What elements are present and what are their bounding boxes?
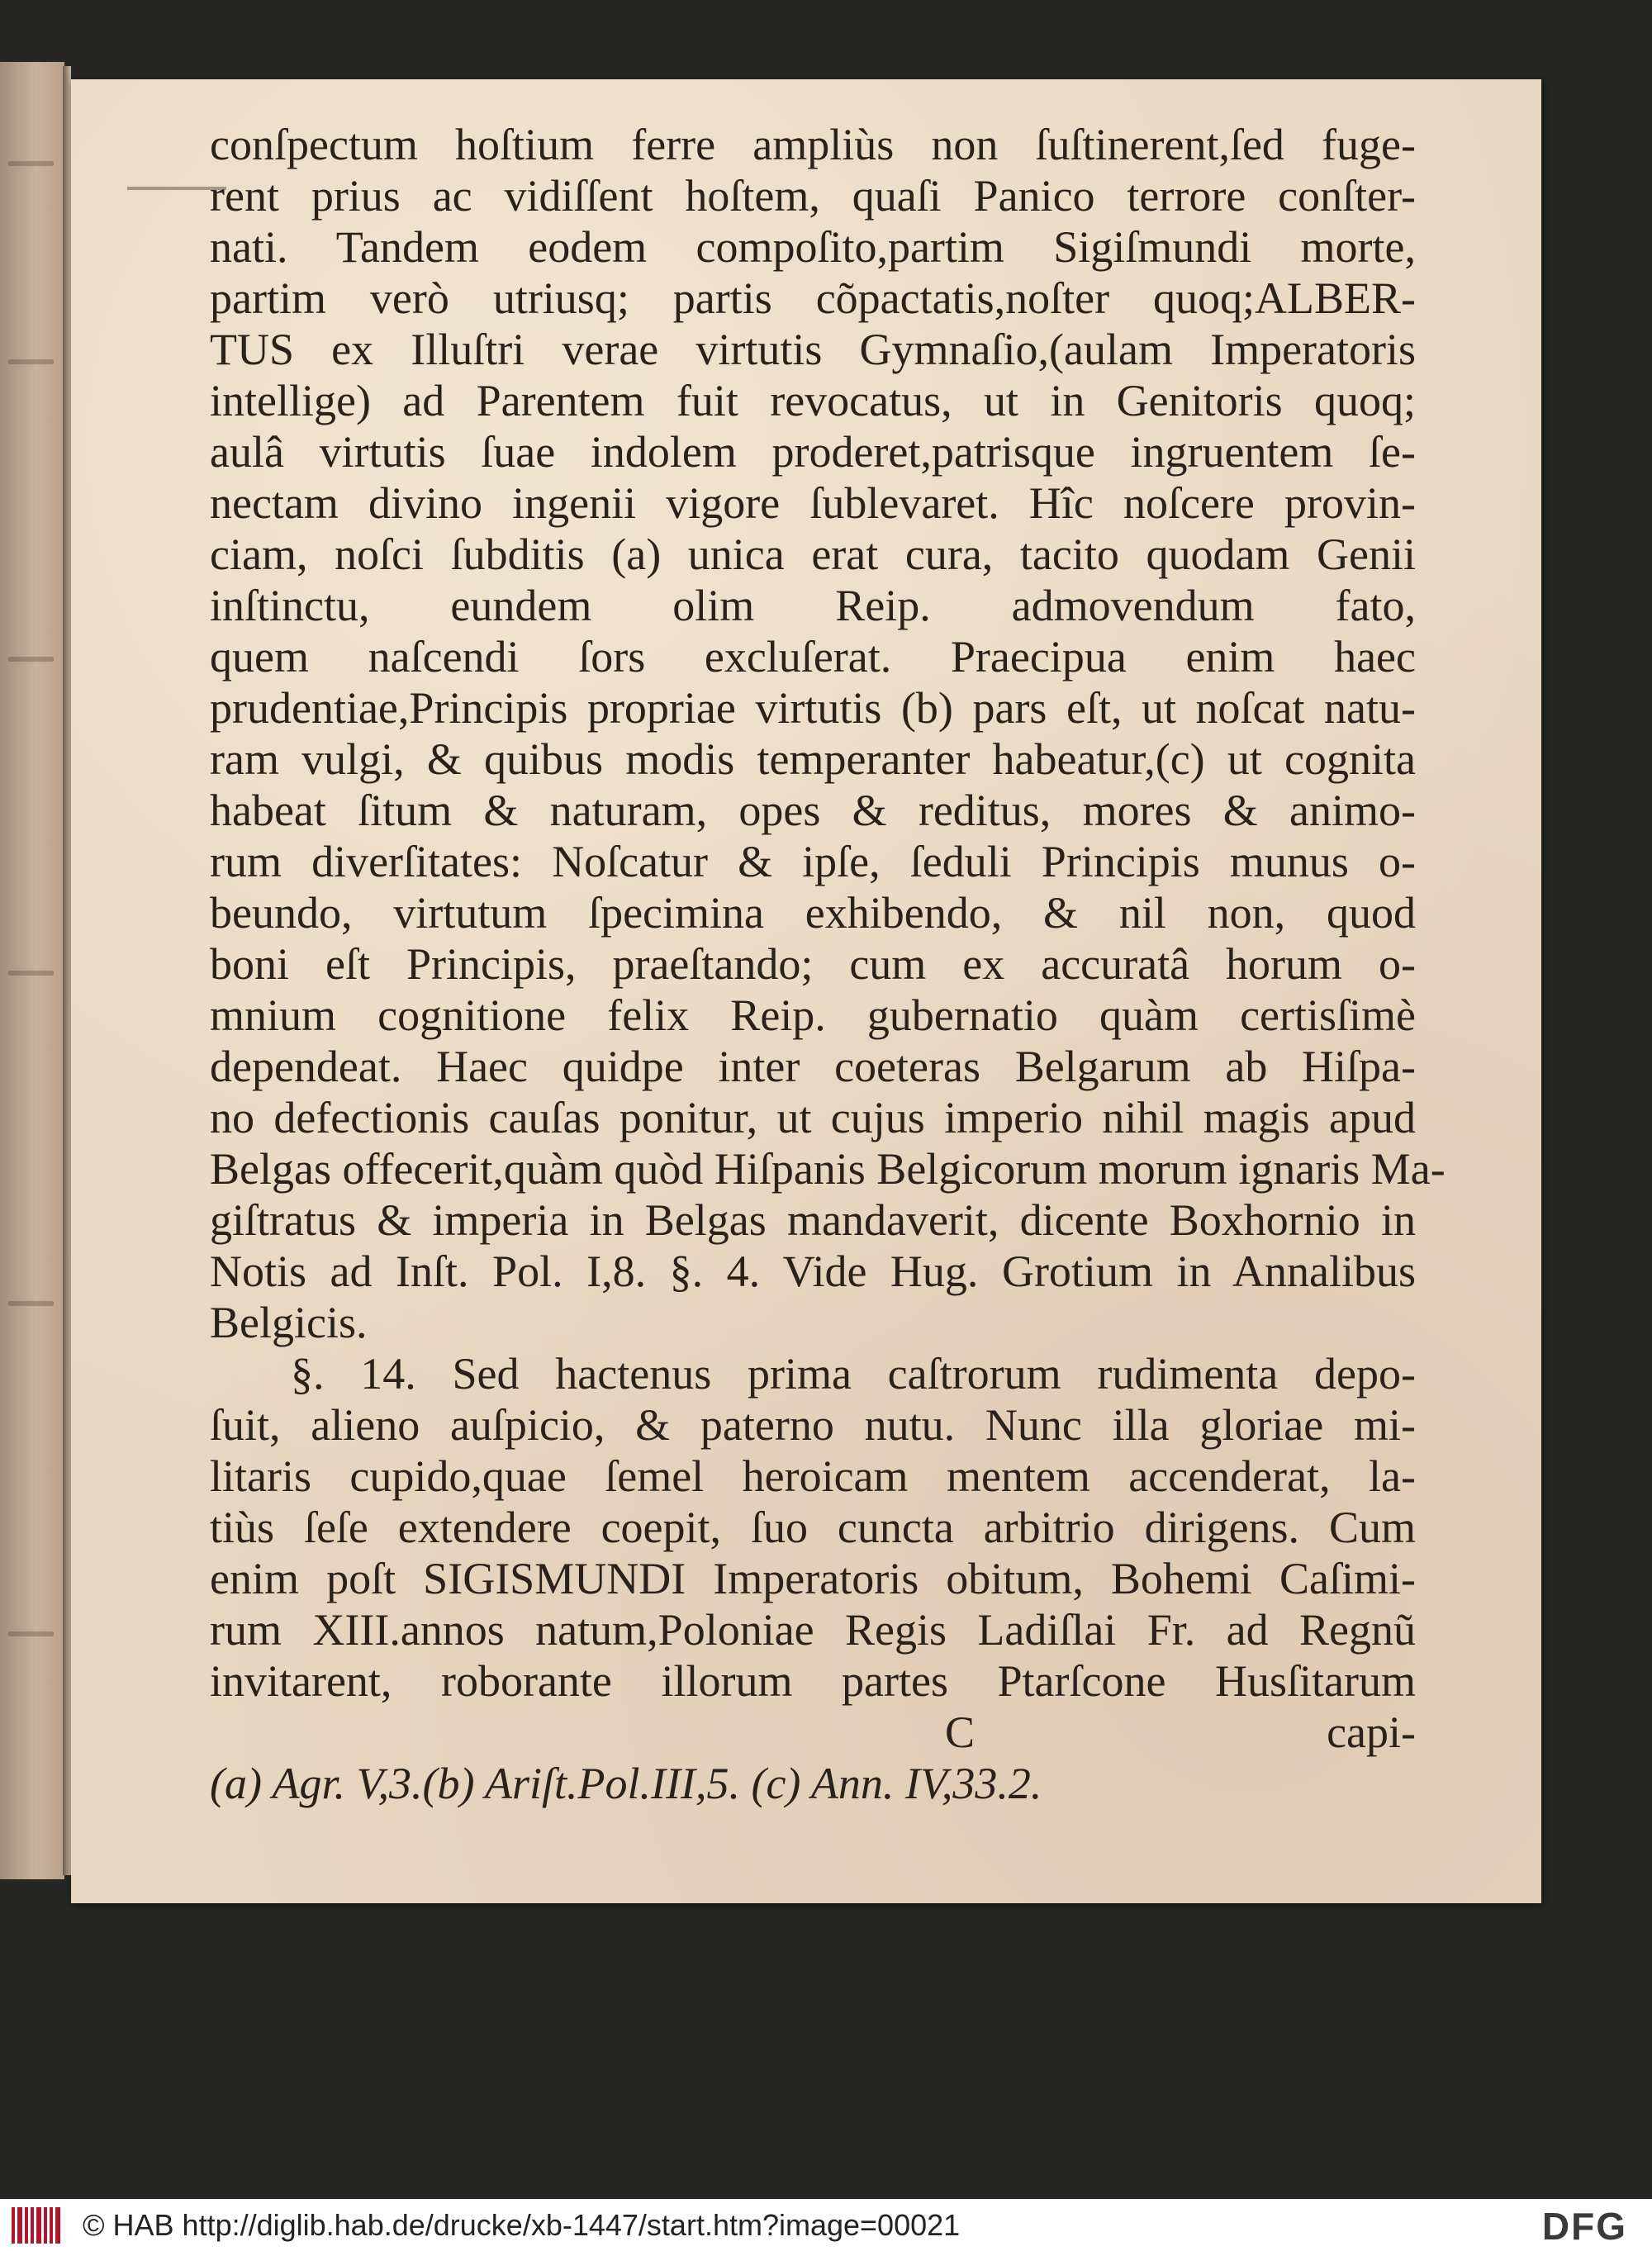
text-line: beundo, virtutum ſpecimina exhibendo, & nil non, quod xyxy=(210,888,1416,938)
bleed-mark xyxy=(8,359,54,364)
section-heading-line: §. 14. Sed hactenus prima caſtrorum rudimenta depo- xyxy=(291,1349,1416,1399)
catchword: capi- xyxy=(1327,1707,1416,1757)
barcode-icon xyxy=(12,2207,63,2244)
text-line: dependeat. Haec quidpe inter coeteras Belgarum ab Hiſpa- xyxy=(210,1042,1416,1091)
text-line: nati. Tandem eodem compoſito,partim Sigiſmundi morte, xyxy=(210,222,1416,272)
text-line: boni eſt Principis, praeſtando; cum ex accuratâ horum o- xyxy=(210,939,1416,989)
footer-bar xyxy=(0,2199,1652,2251)
text-line: invitarent, roborante illorum partes Ptarſcone Husſitarum xyxy=(210,1656,1416,1706)
text-line: ſuit, alieno auſpicio, & paterno nutu. Nunc illa gloriae mi- xyxy=(210,1400,1416,1450)
text-line: aulâ virtutis ſuae indolem proderet,patrisque ingruentem ſe- xyxy=(210,427,1416,477)
bleed-mark xyxy=(8,1631,54,1636)
bleed-mark xyxy=(8,1301,54,1306)
dfg-logo: DFG xyxy=(1541,2205,1627,2248)
text-line: quem naſcendi ſors excluſerat. Praecipua enim haec xyxy=(210,632,1416,681)
text-line: conſpectum hoſtium ferre ampliùs non ſuſtinerent,ſed fuge- xyxy=(210,120,1416,169)
text-line: ram vulgi, & quibus modis temperanter habeatur,(c) ut cognita xyxy=(210,734,1416,784)
bleed-mark xyxy=(8,657,54,662)
copyright-url-text[interactable]: © HAB http://diglib.hab.de/drucke/xb-1447/start.htm?image=00021 xyxy=(83,2207,961,2242)
book-page xyxy=(71,79,1541,1903)
text-line: rum XIII.annos natum,Poloniae Regis Ladiſlai Fr. ad Regnũ xyxy=(210,1605,1416,1655)
text-line: TUS ex Illuſtri verae virtutis Gymnaſio,(aulam Imperatoris xyxy=(210,325,1416,374)
text-line: inſtinctu, eundem olim Reip. admovendum fato, xyxy=(210,581,1416,630)
text-line: ciam, noſci ſubditis (a) unica erat cura, tacito quodam Genii xyxy=(210,530,1416,579)
text-line: no defectionis cauſas ponitur, ut cujus imperio nihil magis apud xyxy=(210,1093,1416,1142)
book-spine xyxy=(63,66,71,1875)
footnote: (a) Agr. V,3.(b) Ariſt.Pol.III,5. (c) Ann. IV,33.2. xyxy=(210,1759,1042,1808)
signature-mark: C xyxy=(945,1707,976,1757)
bleed-mark xyxy=(8,161,54,166)
text-line: enim poſt SIGISMUNDI Imperatoris obitum, Bohemi Caſimi- xyxy=(210,1554,1416,1603)
text-line: mnium cognitione felix Reip. gubernatio quàm certisſimè xyxy=(210,990,1416,1040)
text-line: rum diverſitates: Noſcatur & ipſe, ſeduli Principis munus o- xyxy=(210,837,1416,886)
text-line: litaris cupido,quae ſemel heroicam mentem accenderat, la- xyxy=(210,1451,1416,1501)
page-text xyxy=(210,119,1446,1809)
text-line: giſtratus & imperia in Belgas mandaverit, dicente Boxhornio in xyxy=(210,1195,1416,1245)
text-line: tiùs ſeſe extendere coepit, ſuo cuncta arbitrio dirigens. Cum xyxy=(210,1503,1416,1552)
text-line: nectam divino ingenii vigore ſublevaret. Hîc noſcere provin- xyxy=(210,478,1416,528)
text-line: partim verò utriusq; partis cõpactatis,noſter quoq;ALBER- xyxy=(210,273,1416,323)
text-line: Belgicis. xyxy=(210,1298,368,1347)
text-line: habeat ſitum & naturam, opes & reditus, mores & animo- xyxy=(210,786,1416,835)
text-line: Belgas offecerit,quàm quòd Hiſpanis Belgicorum morum ignaris Ma- xyxy=(210,1144,1446,1194)
signature-line xyxy=(210,1707,1416,1758)
facing-page-edge xyxy=(0,62,64,1879)
text-line: rent prius ac vidiſſent hoſtem, quaſi Panico terrore conſter- xyxy=(210,171,1416,221)
text-line: intellige) ad Parentem fuit revocatus, ut in Genitoris quoq; xyxy=(210,376,1416,425)
text-line: Notis ad Inſt. Pol. I,8. §. 4. Vide Hug. Grotium in Annalibus xyxy=(210,1247,1416,1296)
text-line: prudentiae,Principis propriae virtutis (b) pars eſt, ut noſcat natu- xyxy=(210,683,1416,733)
bleed-mark xyxy=(8,971,54,976)
